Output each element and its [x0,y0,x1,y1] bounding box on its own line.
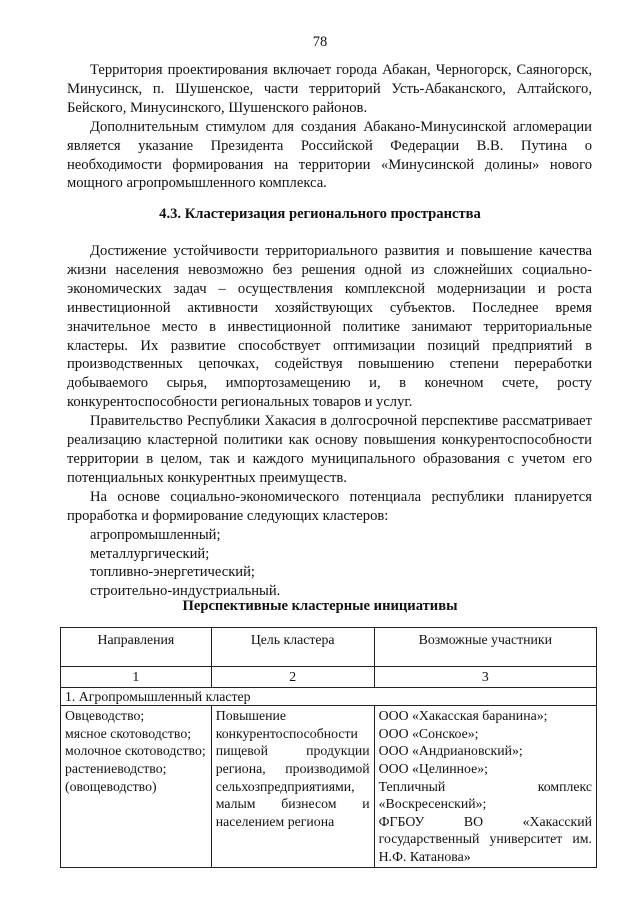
paragraph-government: Правительство Республики Хакасия в долгосрочной перспективе рассматривает реализацию кластерной политики как основу повышения конкурентоспособности территории в целом, так и каждого муниципального образования с учетом его потенциальных конкурентных преимуществ. [67,413,592,486]
paragraph-planning: На основе социально-экономического потенциала республики планируется проработка и формирование следующих кластеров: [67,488,592,524]
cluster-list [67,526,592,602]
participant-item: ООО «Сонское»; [378,725,479,741]
table-header-row [61,628,597,667]
direction-item: Овцеводство; [65,708,145,724]
list-item: строительно-индустриальный. [90,583,281,600]
column-number: 2 [211,667,374,688]
column-number: 1 [61,667,212,688]
table-title: Перспективные кластерные инициативы [182,598,458,614]
list-item: топливно-энергетический; [90,564,255,581]
table-row [61,706,597,867]
participant-item: ООО «Хакасская баранина»; [378,708,548,724]
list-item: металлургический; [90,545,210,562]
list-item: агропромышленный; [90,526,221,543]
direction-item: молочное скотоводство; [65,743,206,759]
participant-item: ООО «Целинное»; [378,760,488,776]
header-goal: Цель кластера [211,628,374,667]
participant-item: Тепличный комплекс «Воскресенский»; [378,778,592,812]
paragraph-territory: Территория проектирования включает города Абакан, Черногорск, Саяногорск, Минусинск, п. Шушенское, части территорий Усть-Абаканского, Алтайского, Бейского, Минусинского, Шушенского районов. [67,62,592,116]
paragraph-sustainability: Достижение устойчивости территориального развития и повышение качества жизни населения невозможно без решения одной из сложнейших социально-экономических задач – осуществления комплексной модернизации и роста инвестиционной активности хозяйствующих субъектов. Последнее время значительное место в инвестиционной политике занимают территориальные кластеры. Их развитие способствует оптимизации позиций предприятий в производственных цепочках, содействуя повышению степени переработки добываемого сырья, импортозамещению и, в конечном счете, росту конкурентоспособности региональных товаров и услуг. [67,243,592,411]
direction-item: мясное скотоводство; [65,725,192,741]
section-label: 1. Агропромышленный кластер [61,687,597,706]
table-number-row [61,667,597,688]
main-text [67,242,592,601]
section-heading: 4.3. Кластеризация регионального пространства [159,206,481,222]
header-participants: Возможные участники [374,628,596,667]
participant-item: ООО «Андриановский»; [378,743,523,759]
direction-item: (овощеводство) [65,778,157,794]
cluster-table [60,627,597,868]
column-number: 3 [374,667,596,688]
direction-item: растениеводство; [65,760,167,776]
directions-cell [61,706,212,867]
participant-item: ФГБОУ ВО «Хакасский государственный университет им. Н.Ф. Катанова» [378,813,592,864]
goal-cell: Повышение конкурентоспособности пищевой продукции региона, производимой сельхозпредприятиями, малым бизнесом и населением региона [211,706,374,867]
header-directions: Направления [61,628,212,667]
paragraph-agglomeration: Дополнительным стимулом для создания Абакано-Минусинской агломерации является указание Президента Российской Федерации В.В. Путина о необходимости формирования на территории «Минусинской долины» нового мощного агропромышленного комплекса. [67,118,592,192]
intro-text [67,61,592,193]
page-number: 78 [312,34,328,50]
participants-cell [374,706,596,867]
table-section-row [61,687,597,706]
